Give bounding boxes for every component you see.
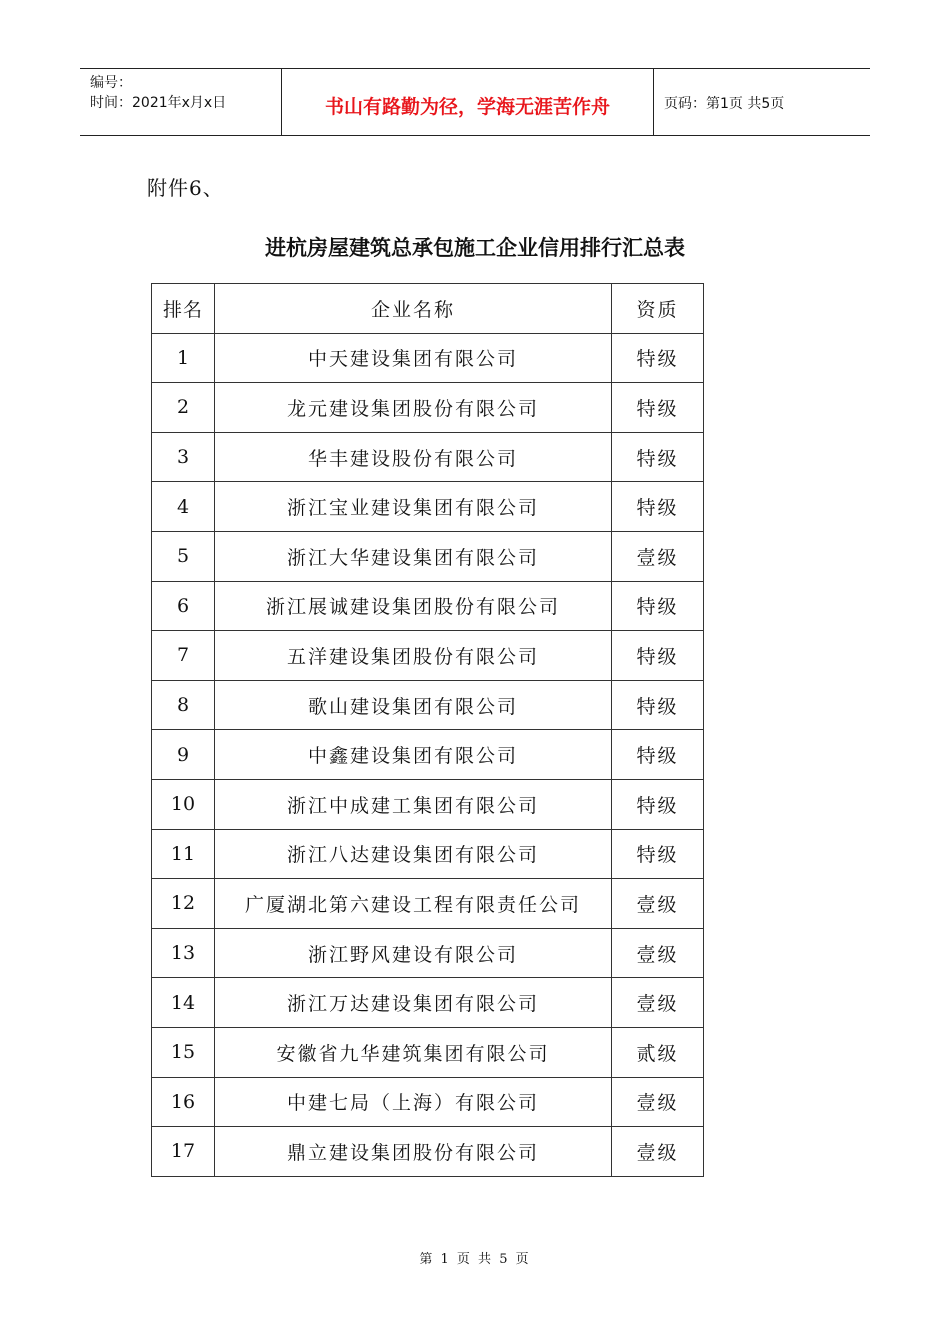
cell-qualification: 壹级 [612, 531, 704, 581]
table-row [152, 1127, 704, 1177]
table-row [152, 581, 704, 631]
cell-qualification: 特级 [612, 482, 704, 532]
table-row [152, 333, 704, 383]
cell-qualification: 特级 [612, 779, 704, 829]
cell-company-name: 鼎立建设集团股份有限公司 [215, 1127, 612, 1177]
table-row [152, 531, 704, 581]
table-row [152, 631, 704, 681]
cell-rank: 4 [152, 482, 215, 532]
table-row [152, 1077, 704, 1127]
cell-company-name: 浙江大华建设集团有限公司 [215, 531, 612, 581]
cell-qualification: 特级 [612, 581, 704, 631]
table-row [152, 928, 704, 978]
table-row [152, 730, 704, 780]
column-header-qualification: 资质 [612, 284, 704, 334]
cell-company-name: 龙元建设集团股份有限公司 [215, 383, 612, 433]
cell-rank: 8 [152, 680, 215, 730]
cell-rank: 13 [152, 928, 215, 978]
document-time-label: 时间：2021年x月x日 [90, 95, 227, 111]
cell-qualification: 特级 [612, 333, 704, 383]
cell-company-name: 中天建设集团有限公司 [215, 333, 612, 383]
cell-company-name: 浙江中成建工集团有限公司 [215, 779, 612, 829]
page-footer: 第 1 页 共 5 页 [419, 1252, 531, 1267]
cell-qualification: 壹级 [612, 1127, 704, 1177]
cell-rank: 7 [152, 631, 215, 681]
cell-company-name: 浙江八达建设集团有限公司 [215, 829, 612, 879]
header-meta [80, 69, 282, 135]
cell-rank: 14 [152, 978, 215, 1028]
cell-rank: 16 [152, 1077, 215, 1127]
cell-qualification: 壹级 [612, 879, 704, 929]
cell-company-name: 华丰建设股份有限公司 [215, 432, 612, 482]
cell-qualification: 壹级 [612, 978, 704, 1028]
attachment-label: 附件6、 [147, 176, 224, 200]
cell-qualification: 特级 [612, 631, 704, 681]
cell-company-name: 广厦湖北第六建设工程有限责任公司 [215, 879, 612, 929]
table-row [152, 1027, 704, 1077]
cell-company-name: 五洋建设集团股份有限公司 [215, 631, 612, 681]
column-header-rank: 排名 [152, 284, 215, 334]
cell-qualification: 特级 [612, 383, 704, 433]
cell-qualification: 特级 [612, 730, 704, 780]
table-row [152, 879, 704, 929]
ranking-table [151, 283, 704, 1177]
document-number-label: 编号： [90, 75, 132, 91]
table-row [152, 432, 704, 482]
cell-qualification: 壹级 [612, 928, 704, 978]
cell-company-name: 浙江宝业建设集团有限公司 [215, 482, 612, 532]
cell-qualification: 特级 [612, 680, 704, 730]
cell-rank: 3 [152, 432, 215, 482]
document-header [80, 68, 870, 136]
cell-rank: 11 [152, 829, 215, 879]
header-page-info: 页码：第1页 共5页 [664, 96, 785, 112]
cell-rank: 10 [152, 779, 215, 829]
cell-company-name: 浙江展诚建设集团股份有限公司 [215, 581, 612, 631]
cell-company-name: 中鑫建设集团有限公司 [215, 730, 612, 780]
cell-rank: 6 [152, 581, 215, 631]
header-motto: 书山有路勤为径，学海无涯苦作舟 [282, 69, 654, 135]
table-row [152, 383, 704, 433]
cell-rank: 15 [152, 1027, 215, 1077]
table-row [152, 978, 704, 1028]
table-row [152, 829, 704, 879]
ranking-table-body [152, 284, 704, 1177]
cell-rank: 9 [152, 730, 215, 780]
table-row [152, 680, 704, 730]
cell-rank: 2 [152, 383, 215, 433]
table-row [152, 482, 704, 532]
cell-company-name: 安徽省九华建筑集团有限公司 [215, 1027, 612, 1077]
cell-qualification: 壹级 [612, 1077, 704, 1127]
table-header-row [152, 284, 704, 334]
cell-company-name: 歌山建设集团有限公司 [215, 680, 612, 730]
column-header-company: 企业名称 [215, 284, 612, 334]
document-title: 进杭房屋建筑总承包施工企业信用排行汇总表 [265, 236, 685, 260]
table-row [152, 779, 704, 829]
cell-company-name: 浙江万达建设集团有限公司 [215, 978, 612, 1028]
cell-company-name: 浙江野风建设有限公司 [215, 928, 612, 978]
cell-rank: 1 [152, 333, 215, 383]
cell-rank: 17 [152, 1127, 215, 1177]
cell-company-name: 中建七局（上海）有限公司 [215, 1077, 612, 1127]
cell-qualification: 特级 [612, 432, 704, 482]
cell-rank: 5 [152, 531, 215, 581]
cell-qualification: 特级 [612, 829, 704, 879]
cell-qualification: 贰级 [612, 1027, 704, 1077]
cell-rank: 12 [152, 879, 215, 929]
